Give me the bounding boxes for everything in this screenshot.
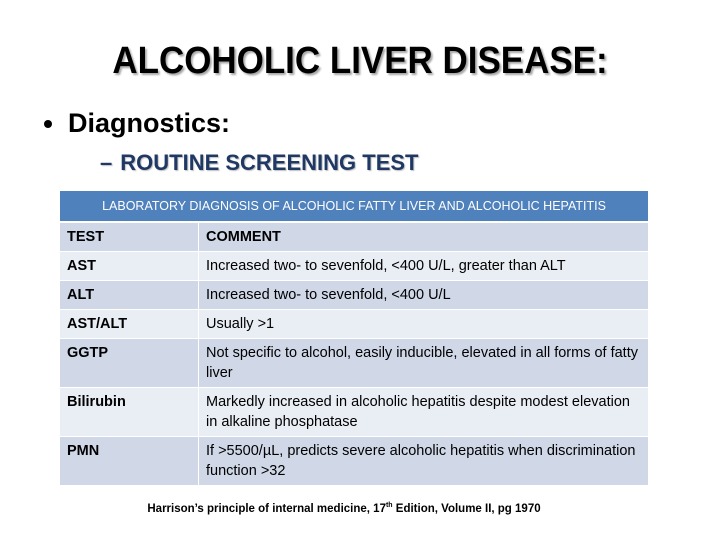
test-cell: ALT [60, 281, 199, 310]
reference-superscript: th [385, 502, 393, 509]
test-cell: Bilirubin [60, 388, 199, 437]
dash-icon: – [100, 150, 113, 175]
test-cell: PMN [60, 437, 199, 486]
table-row [60, 437, 648, 486]
lab-diagnosis-table [60, 191, 648, 486]
comment-cell: Not specific to alcohol, easily inducible, elevated in all forms of fatty liver [199, 339, 649, 388]
comment-cell: Markedly increased in alcoholic hepatitis despite modest elevation in alkaline phosphatase [199, 388, 649, 437]
reference-text-end: Edition, Volume II, pg 1970 [392, 502, 541, 515]
comment-cell: If >5500/µL, predicts severe alcoholic hepatitis when discrimination function >32 [199, 437, 649, 486]
table-header-row [60, 222, 648, 252]
slide-title: ALCOHOLIC LIVER DISEASE: [112, 40, 608, 82]
sub-bullet-text: ROUTINE SCREENING TEST [120, 150, 419, 175]
table-row [60, 310, 648, 339]
table-title: LABORATORY DIAGNOSIS OF ALCOHOLIC FATTY LIVER AND ALCOHOLIC HEPATITIS [60, 191, 648, 222]
column-header-comment: COMMENT [199, 222, 649, 252]
column-header-test: TEST [60, 222, 199, 252]
reference-citation [0, 502, 688, 515]
bullet-text: Diagnostics: [68, 108, 231, 138]
comment-cell: Increased two- to sevenfold, <400 U/L, greater than ALT [199, 252, 649, 281]
reference-text: Harrison’s principle of internal medicine, 17 [147, 502, 386, 515]
test-cell: AST [60, 252, 199, 281]
table-row [60, 281, 648, 310]
bullet-dot-icon [44, 120, 52, 128]
table-row [60, 252, 648, 281]
comment-cell: Usually >1 [199, 310, 649, 339]
comment-cell: Increased two- to sevenfold, <400 U/L [199, 281, 649, 310]
sub-bullet-routine-screening [100, 150, 419, 176]
test-cell: GGTP [60, 339, 199, 388]
table-row [60, 388, 648, 437]
bullet-diagnostics [44, 108, 230, 139]
table-row [60, 339, 648, 388]
test-cell: AST/ALT [60, 310, 199, 339]
